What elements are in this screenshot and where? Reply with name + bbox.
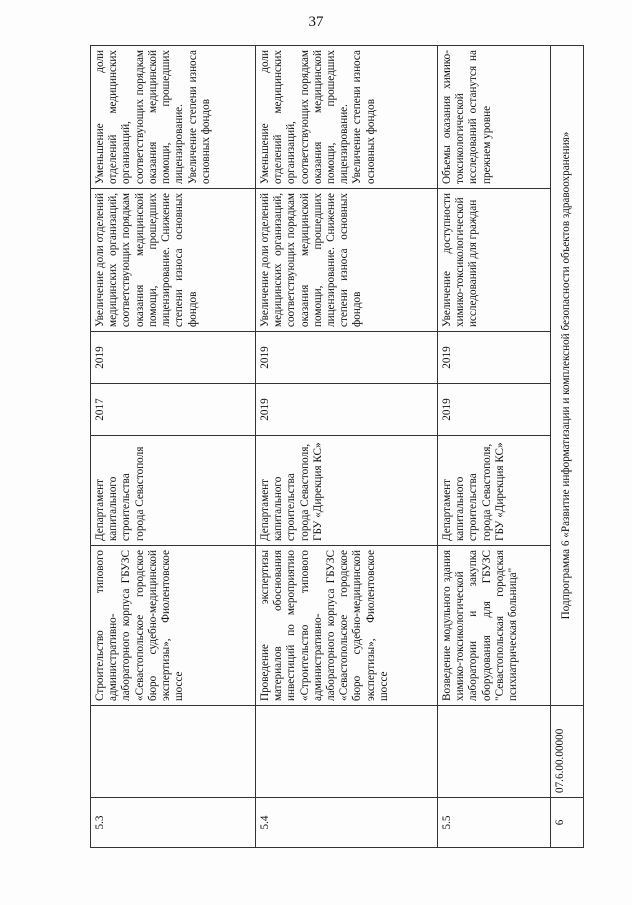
cell-result: Увеличение доли отделений медицинских организаций, соответствующих порядкам оказания медицинской помощи, прошедших лицензирование. Снижение степени износа основных фондов: [91, 189, 256, 332]
cell-executor: Департамент капитального строительства города Севастополя, ГБУ «Дирекция КС»: [438, 436, 551, 546]
table-row-5-3: [91, 46, 256, 848]
table-row-5-5: [438, 46, 551, 848]
cell-name: Возведение модульного здания химико-токсикологической лаборатории и закупка оборудования для ГБУЗС "Севастопольская городская психиатрическая больница": [438, 546, 551, 706]
cell-executor: Департамент капитального строительства города Севастополя: [91, 436, 256, 546]
cell-num: 6: [551, 798, 584, 848]
cell-result: Увеличение доли отделений медицинских организаций, соответствующих порядкам оказания медицинской помощи, прошедших лицензирование. Снижение степени износа основных фондов: [255, 189, 437, 332]
cell-code: [255, 706, 437, 798]
cell-start-year: 2019: [438, 384, 551, 436]
cell-code: [91, 706, 256, 798]
cell-name: Строительство типового административно-лабораторного корпуса ГБУЗС «Севастопольское городское бюро судебно-медицинской экспертизы», Фиолентовское шоссе: [91, 546, 256, 706]
table-row-subprogram-6: [551, 46, 584, 848]
cell-num: 5.3: [91, 798, 256, 848]
cell-start-year: 2019: [255, 384, 437, 436]
subprogram-title: Подпрограмма 6 «Развитие информатизации и комплексной безопасности объектов здравоохранения»: [551, 46, 584, 706]
program-table-rotated: [90, 46, 584, 848]
cell-consequence: Уменьшение доли отделений медицинских организаций, соответствующих порядкам оказания медицинской помощи, прошедших лицензирование. Увеличение степени износа основных фондов: [255, 46, 437, 189]
cell-executor: Департамент капитального строительства города Севастополя, ГБУ «Дирекция КС»: [255, 436, 437, 546]
table-row-5-4: [255, 46, 437, 848]
cell-num: 5.5: [438, 798, 551, 848]
program-table: [90, 45, 584, 848]
cell-end-year: 2019: [438, 332, 551, 384]
cell-code: [438, 706, 551, 798]
cell-name: Проведение экспертизы материалов обоснования инвестиций по мероприятию «Строительство типового административно-лабораторного корпуса ГБУЗС «Севастопольское городское бюро судебно-медицинской экспертизы», Фиолентовское шоссе: [255, 546, 437, 706]
cell-code: 07.6.00.00000: [551, 706, 584, 798]
page-number: 37: [308, 14, 324, 30]
cell-start-year: 2017: [91, 384, 256, 436]
cell-result: Увеличение доступности химико-токсикологической исследований для граждан: [438, 189, 551, 332]
cell-end-year: 2019: [255, 332, 437, 384]
cell-num: 5.4: [255, 798, 437, 848]
cell-consequence: Объемы оказания химико-токсикологической исследований останутся на прежнем уровне: [438, 46, 551, 189]
cell-consequence: Уменьшение доли отделений медицинских организаций, соответствующих порядкам оказания медицинской помощи, прошедших лицензирование. Увеличение степени износа основных фондов: [91, 46, 256, 189]
cell-end-year: 2019: [91, 332, 256, 384]
